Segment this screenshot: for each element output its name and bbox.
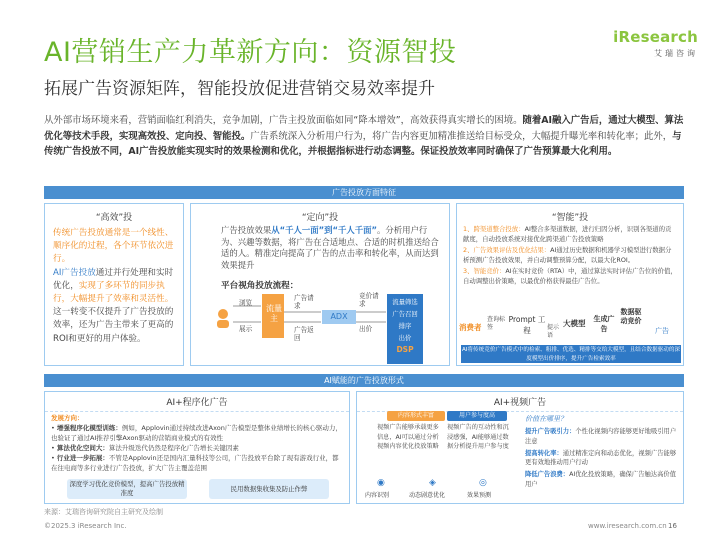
ai-forms-section-bar: AI赋能的广告投放形式 (44, 374, 684, 387)
copyright: ©2025.3 iResearch Inc. (44, 522, 127, 530)
dsp-stages (387, 296, 423, 356)
item3-bold: 行业进一步拓展： (56, 454, 109, 462)
targeted-title: “定向”投 (301, 213, 339, 223)
value-1-text: 个性化视频内容能够更好地吸引用户注意 (525, 428, 677, 445)
edge-browse-label: 浏览 (239, 299, 253, 307)
smart-title: “智能”投 (551, 213, 589, 223)
flow-hint: 提示语 (547, 324, 560, 339)
value-3-text: AI优化投放策略，确保广告触达高价值用户 (525, 471, 676, 488)
smart-s1: 1、跨渠道整合投放： (463, 225, 525, 233)
effect-predict-label: 效果预测 (467, 492, 492, 499)
smart-bottom-bar: AI将传统竞价广告模式中的检索、粗排、优选、精排等交给大模型，且结合数据驱动的深度模型出价排序，提升广告检索效率 (461, 347, 681, 362)
intro-bold-2: 与传统广告投放不同，AI广告投放能实现实时的效果检测和优化，并根据指标进行动态调整。保证投放效率同时确保了广告预算最大化利用。 (44, 130, 682, 157)
programmatic-item-1: • 增强程序化模型训练：例如，Applovin通过持续改进Axon广告模型是整体业绩增长的核心驱动力，也验证了通过AI推荐引擎Axon驱动的营销商业模式的有效性 (51, 424, 342, 442)
intro-text-1: 从外部市场环境来看，营销面临红利消失，竞争加剧，广告主投放面临如同“降本增效”，高效获得真实增长的困境。 (44, 115, 523, 126)
smart-card (456, 203, 684, 366)
flow-llm: 大模型 (563, 319, 586, 328)
node-filter: 流量筛选 (392, 298, 418, 306)
high-t2: 通常是一个线性、顺序化的过程，各个环节依次进行。 (53, 228, 174, 265)
smart-s1t: AI整合多渠道数据，进行归因分析，识别各渠道的贡献度，自动投放系统对接优化跨渠道广告投放策略 (463, 225, 672, 244)
node-publisher-label: 流量主 (266, 304, 282, 323)
item2-bold: 算法优化空间大： (56, 444, 109, 452)
high-efficiency-card (44, 203, 184, 366)
logo-text: iResearch (613, 28, 698, 46)
page-number: 16 (668, 522, 677, 530)
video-value-text (525, 414, 679, 490)
target-t1: 广告投放效果 (221, 225, 272, 235)
programmatic-title: AI+程序化广告 (166, 398, 228, 408)
site-url: www.iresearch.com.cn (588, 522, 667, 530)
high-t6: 这一转变不仅提升了广告投放的效率，还为广告主带来了更高的ROI和更好的用户体验。 (53, 307, 174, 344)
dynamic-optimize-icon: ◈ (429, 478, 436, 488)
programmatic-card (44, 391, 350, 504)
smart-s2t: AI通过历史数据和机器学习模型进行数据分析预测广告投放效果，并自动调整预算分配，以最大化ROI。 (463, 245, 672, 265)
user-icon (218, 309, 228, 319)
page-title: AI营销生产力革新方向：资源智投 (44, 37, 457, 68)
flow-ad: 广告 (655, 327, 669, 335)
target-t3: 。分析用户行为、兴趣等数据，将广告在合适地点、合适的时机推送给合适的人。精准定向提高了广告的点击率和转化率，从而达到效果提升 (221, 225, 439, 270)
intro-paragraph (44, 113, 684, 160)
chip-dataset: 民用数据集收集及防止作弊 (209, 479, 329, 499)
intro-text-2: 广告系统深入分析用户行为，将广告内容更加精准推送给目标受众，大幅提升曝光率和转化率；此外， (250, 130, 673, 142)
item1-text: 例如，Applovin通过持续改进Axon广告模型是整体业绩增长的核心驱动力，也验证了通过AI推荐引擎Axon驱动的营销商业模式的有效性 (51, 424, 342, 442)
video-title: AI+视频广告 (493, 398, 547, 408)
target-t2: 从“千人一面”到“千人千面” (271, 225, 378, 235)
programmatic-text (45, 412, 349, 473)
edge-bid-request-label: 竞价请求 (359, 292, 379, 308)
smart-s3t: AI在实时竞价（RTA）中，通过算法实时评估广告位的价值，自动调整出价策略，以最优价格获得最佳广告位。 (463, 266, 677, 286)
edge-bid-label: 出价 (359, 325, 373, 333)
high-efficiency-title: “高效”投 (95, 213, 133, 223)
node-dsp: DSP (396, 345, 414, 354)
programmatic-label: 发展方向： (51, 414, 84, 422)
value-1 (525, 427, 679, 447)
item3-text: 不管是Applovin还是国内汇量科技等公司，广告投放平台除了现有游戏行业，都在往电商等多行业进行广告投放，扩大广告主覆盖范围 (51, 454, 339, 472)
flow-consumer: 消费者 (459, 323, 482, 332)
video-engagement-text: 视频广告的互动性和沉浸感强，AI能够通过数据分析提升用户参与度 (447, 424, 509, 450)
user-icon-body (217, 320, 229, 328)
tab-content-rich: 内容形式丰富 (387, 411, 445, 421)
flow-generate: 生成广告 (593, 315, 615, 333)
item2-text: 算法升级迭代仍然是程序化广告增长关键因素 (108, 444, 239, 452)
page-subtitle: 拓展广告资源矩阵，智能投放促进营销交易效率提升 (44, 79, 435, 99)
source-note: 来源：艾瑞咨询研究院自主研究及绘制 (44, 508, 163, 516)
value-2-text: 通过精准定向和动态优化，视频广告能够更有效地推动用户行动 (525, 449, 677, 467)
features-section-bar: 广告投放方面特征 (44, 186, 684, 199)
content-recognition-label: 内容识别 (365, 492, 390, 499)
node-adx-label: ADX (330, 312, 348, 321)
video-card (356, 391, 684, 504)
value-question: 价值在哪里？ (525, 415, 567, 423)
value-3 (525, 470, 679, 490)
chip-deep-learning: 深度学习优化竞价模型，提高广告投放精准度 (67, 479, 187, 499)
dynamic-optimize-label: 动态剧意优化 (409, 492, 446, 499)
edge-show-label: 展示 (239, 325, 253, 333)
smart-text (457, 223, 683, 286)
high-t1: 传统广告投放 (53, 228, 105, 238)
iresearch-logo (608, 28, 698, 64)
intro-bold-1: 随着AI融入广告后，通过大模型、算法优化等技术手段，实现高效投、定向投、智能投。 (44, 115, 684, 142)
targeted-text (191, 223, 449, 271)
logo-sub: 艾瑞咨询 (654, 49, 698, 58)
video-content-text: 视频广告能够承载更多信息，AI可以通过分析视频内容优化投放策略 (377, 424, 439, 450)
video-icon-row (363, 478, 513, 502)
node-recall: 广告召回 (392, 310, 418, 318)
item1-bold: 增强程序化模型训练： (56, 424, 122, 432)
high-t3: AI广告投放 (53, 267, 96, 278)
value-3-bold: 降低广告浪费： (525, 471, 570, 479)
effect-predict-icon: ◎ (479, 478, 487, 488)
smart-s2: 2、广告效果评估及优化结果： (463, 245, 551, 254)
value-2 (525, 449, 679, 469)
value-2-bold: 提高转化率： (525, 449, 563, 457)
value-1-bold: 提升广告吸引力： (525, 428, 576, 435)
programmatic-item-3: • 行业进一步拓展：不管是Applovin还是国内汇量科技等公司，广告投放平台除了现有游戏行业，都在往电商等多行业进行广告投放，扩大广告主覆盖范围 (51, 454, 339, 472)
flow-title: 平台视角投放流程： (221, 281, 299, 291)
tab-engagement: 用户参与度高 (447, 411, 507, 421)
node-bid: 出价 (398, 334, 412, 342)
node-rank: 排序 (398, 322, 412, 330)
edge-request-label: 广告请求 (294, 294, 314, 310)
high-efficiency-text (45, 223, 183, 346)
flow-data-bid: 数据驱动竞价 (620, 308, 642, 325)
smart-flow (459, 308, 683, 340)
edge-return-label: 广告返回 (294, 326, 314, 342)
targeted-card (190, 203, 450, 366)
flow-query: 查询标签 (487, 316, 506, 331)
programmatic-item-2: • 算法优化空间大：算法升级迭代仍然是程序化广告增长关键因素 (51, 444, 239, 452)
flow-prompt: Prompt 工程 (508, 315, 546, 335)
high-t4: 通过并行处理和实时优化， (53, 267, 174, 291)
content-recognition-icon: ◉ (377, 478, 385, 488)
smart-s3: 3、智能竞价： (463, 266, 506, 275)
high-t5: 实现了多环节的同步执行，大幅提升了效率和灵活性。 (53, 280, 174, 305)
